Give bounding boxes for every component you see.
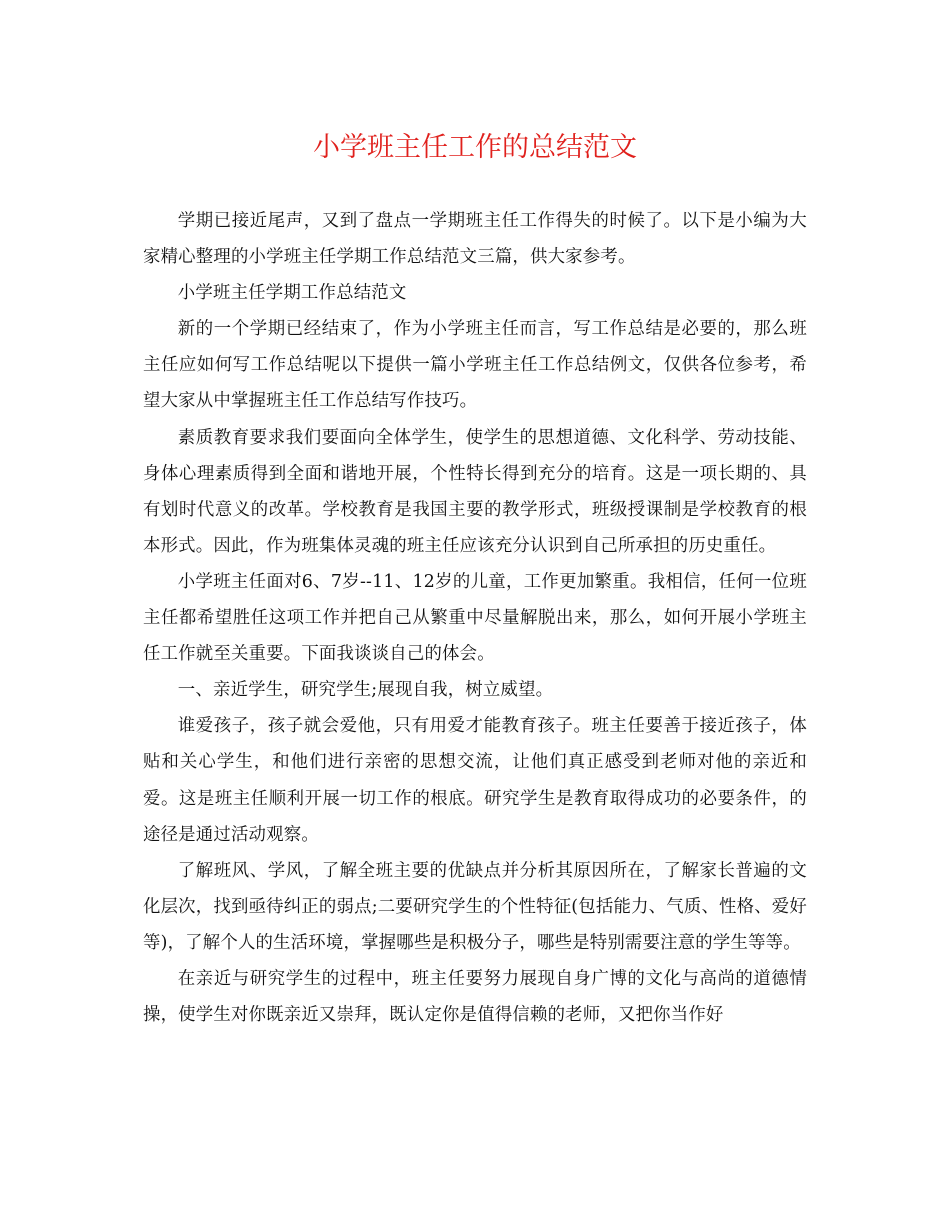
paragraph: 新的一个学期已经结束了，作为小学班主任而言，写工作总结是必要的，那么班主任应如何写工作总结呢以下提供一篇小学班主任工作总结例文，仅供各位参考，希望大家从中掌握班主任工作总结写作技巧。 (143, 319, 807, 412)
paragraph: 谁爱孩子，孩子就会爱他，只有用爱才能教育孩子。班主任要善于接近孩子，体贴和关心学生，和他们进行亲密的思想交流，让他们真正感受到老师对他的亲近和爱。这是班主任顺利开展一切工作的根底。研究学生是教育取得成功的必要条件，的途径是通过活动观察。 (143, 716, 807, 845)
document-title: 小学班主任工作的总结范文 (313, 132, 637, 163)
paragraph: 在亲近与研究学生的过程中，班主任要努力展现自身广博的文化与高尚的道德情操，使学生对你既亲近又崇拜，既认定你是值得信赖的老师，又把你当作好 (143, 968, 807, 1026)
section-heading: 一、亲近学生，研究学生;展现自我，树立威望。 (177, 680, 554, 701)
paragraph: 小学班主任面对6、7岁--11、12岁的儿童，工作更加繁重。我相信，任何一位班主任都希望胜任这项工作并把自己从繁重中尽量解脱出来，那么，如何开展小学班主任工作就至关重要。下面我谈谈自己的体会。 (143, 571, 807, 665)
paragraph-intro: 学期已接近尾声，又到了盘点一学期班主任工作得失的时候了。以下是小编为大家精心整理的小学班主任学期工作总结范文三篇，供大家参考。 (143, 211, 807, 268)
paragraph: 素质教育要求我们要面向全体学生，使学生的思想道德、文化科学、劳动技能、身体心理素质得到全面和谐地开展，个性特长得到充分的培育。这是一项长期的、具有划时代意义的改革。学校教育是我国主要的教学形式，班级授课制是学校教育的根本形式。因此，作为班集体灵魂的班主任应该充分认识到自己所承担的历史重任。 (143, 427, 807, 556)
paragraph: 了解班风、学风，了解全班主要的优缺点并分析其原因所在，了解家长普遍的文化层次，找到亟待纠正的弱点;二要研究学生的个性特征(包括能力、气质、性格、爱好等)，了解个人的生活环境，掌握哪些是积极分子，哪些是特别需要注意的学生等等。 (143, 860, 807, 953)
paragraph-subheading: 小学班主任学期工作总结范文 (177, 283, 407, 304)
document-body (143, 203, 807, 1033)
